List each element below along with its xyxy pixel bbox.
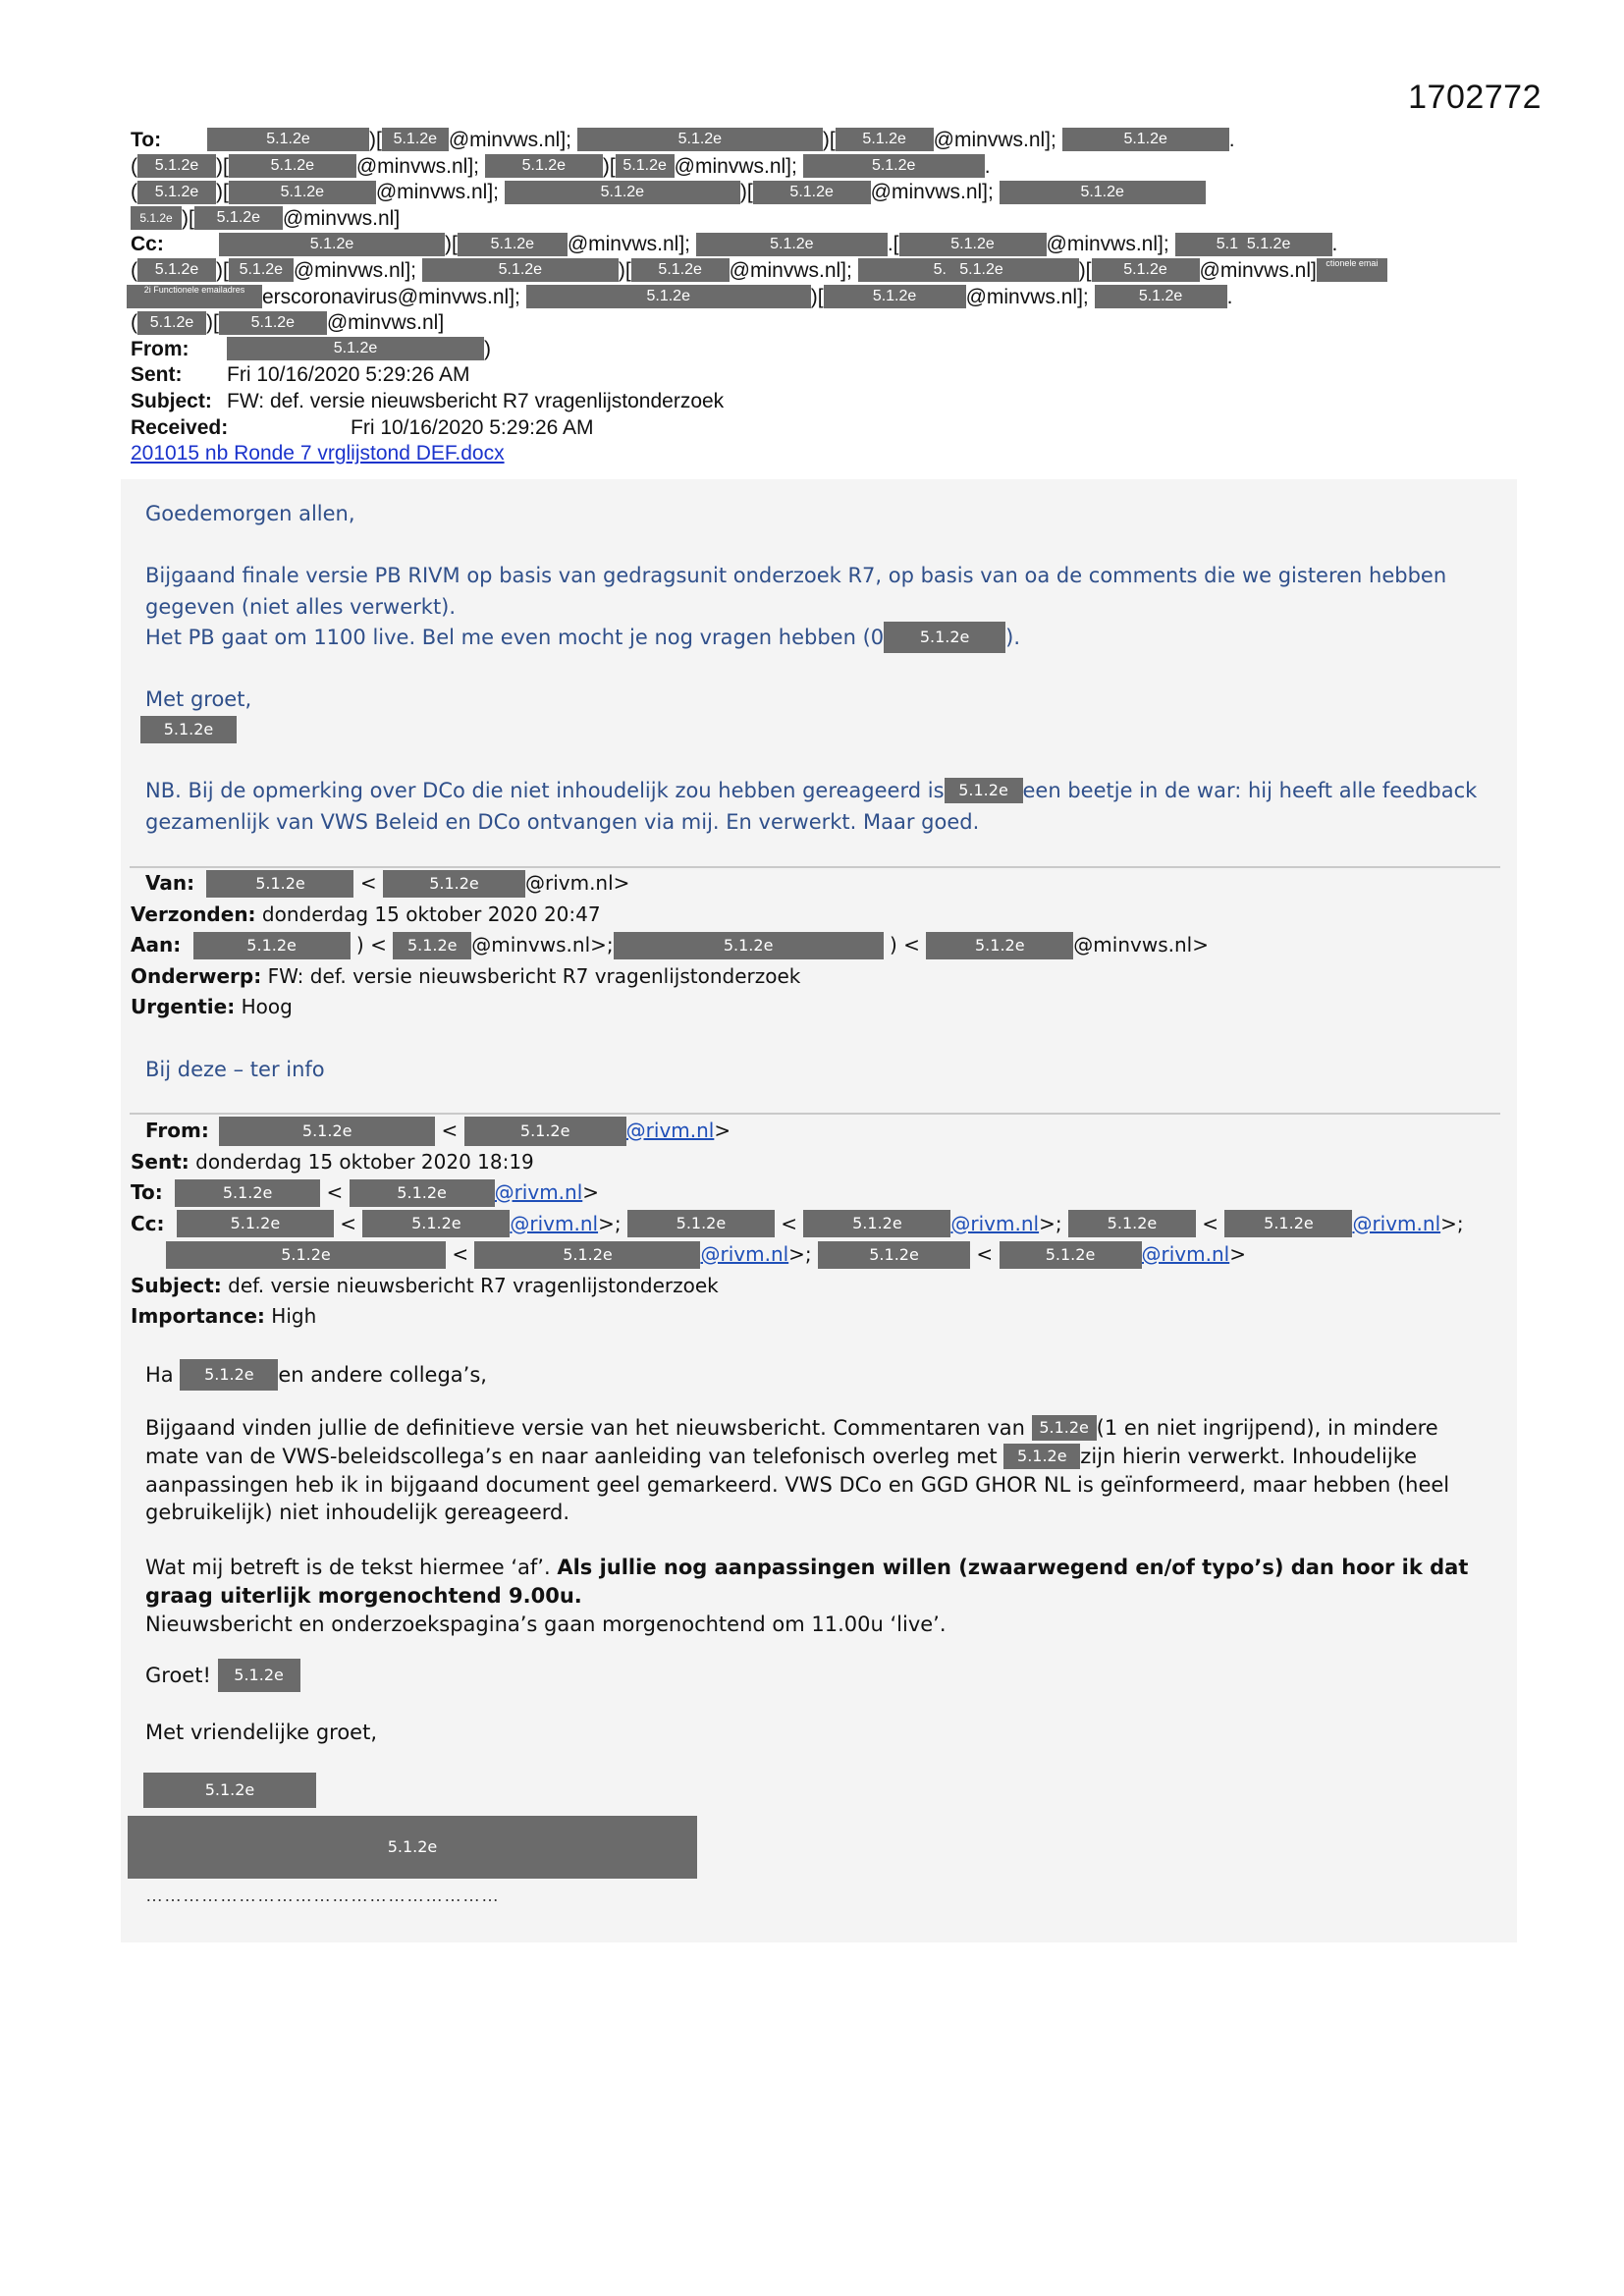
redaction: 5.1.2e <box>229 181 376 204</box>
email-link[interactable]: @rivm.nl <box>494 1180 583 1204</box>
urgentie-label: Urgentie: <box>131 995 236 1018</box>
redaction: 5.1.2e <box>818 1241 970 1269</box>
email-domain: @rivm.nl> <box>524 871 630 895</box>
email-domain: @minvws.nl]; <box>293 258 416 282</box>
redaction: 5.1.2e <box>1095 285 1227 308</box>
redaction: 5.1.2e <box>824 285 966 308</box>
redaction: 5.1.2e <box>696 233 888 256</box>
email-header <box>131 128 1505 467</box>
to-label-2: To: <box>131 1180 163 1204</box>
onderwerp-value: FW: def. versie nieuwsbericht R7 vragenlijstonderzoek <box>267 963 801 988</box>
attachment-link[interactable]: 201015 nb Ronde 7 vrglijstond DEF.docx <box>131 442 505 465</box>
redaction: 5.1.2e <box>614 932 884 959</box>
cc-line-1: Cc: 5.1.2e )[ 5.1.2e @minvws.nl]; 5.1.2e .[ 5.1.2e @minvws.nl]; 5.1 5.1.2e . <box>131 232 1505 258</box>
redaction: 5.1.2e <box>193 932 351 959</box>
redaction: 5.1.2e <box>616 154 675 178</box>
signature-redaction-1: 5.1.2e <box>140 717 1495 744</box>
redaction: 5.1.2e <box>175 1179 320 1207</box>
redaction: 5.1.2e <box>229 154 356 178</box>
to-label: To: <box>131 129 162 151</box>
redaction: 5.1.2e <box>137 181 216 204</box>
subject-line <box>131 389 1505 415</box>
email-domain: @minvws.nl>; <box>471 933 614 957</box>
forward-note: Bij deze – ter info <box>145 1058 325 1081</box>
email-domain: @minvws.nl]; <box>674 154 797 178</box>
redaction: 5.1.2e <box>485 154 603 178</box>
verzonden-value: donderdag 15 oktober 2020 20:47 <box>261 902 601 926</box>
verzonden-label: Verzonden: <box>131 902 256 926</box>
redaction: 5.1.2e <box>207 128 369 151</box>
forward-header-1: Van: 5.1.2e < 5.1.2e @rivm.nl> Verzonden: donderdag 15 oktober 2020 20:47 Aan: 5.1.2e ) < 5.1.2e @minvws.nl>; 5.1.2e ) < 5.1.2e @minvws.nl> Onderwerp: FW: def. versie nieuwsbericht R7 vragenlijstonderzoek Urgentie: Hoog <box>131 871 1209 1018</box>
email-domain: @minvws.nl] <box>282 206 401 230</box>
redaction: 5.1.2e <box>1000 181 1206 204</box>
email-link[interactable]: @rivm.nl <box>1141 1242 1230 1266</box>
redaction: 5.1.2e <box>383 870 525 898</box>
groet-line: Groet! 5.1.2e <box>145 1660 1500 1693</box>
signature-redaction-2: 5.1.2e <box>143 1774 1498 1809</box>
message-1-phone-line: Het PB gaat om 1100 live. Bel me even mocht je nog vragen hebben (0 5.1.2e ). <box>145 623 1500 654</box>
dotted-line: ………………………………………………… <box>145 1886 500 1905</box>
email-domain: @minvws.nl]; <box>355 154 479 178</box>
email-link[interactable]: @rivm.nl <box>700 1242 789 1266</box>
received-value: Fri 10/16/2020 5:29:26 AM <box>351 415 594 439</box>
email-domain: @minvws.nl]; <box>729 258 852 282</box>
redaction: 5.1.2e <box>945 778 1023 803</box>
van-label: Van: <box>145 871 195 895</box>
email-domain: @minvws.nl] <box>326 311 445 335</box>
forward-header-2: From: 5.1.2e < 5.1.2e @rivm.nl> Sent: donderdag 15 oktober 2020 18:19 To: 5.1.2e < 5.1.2e @rivm.nl> Cc: 5.1.2e < 5.1.2e @rivm.nl>; 5.1.2e < 5.1.2e @rivm.nl>; 5.1.2e < 5.1.2e @rivm.nl>; 5.1.2e < 5.1.2e @rivm.nl>; 5.1.2e < 5.1.2e @rivm.nl> Subject: def. versie nieuwsbericht R7 vragenlijstonderzoek Importance: High <box>131 1116 1525 1333</box>
redaction: 5.1.2e <box>218 1659 300 1692</box>
email-link[interactable]: @rivm.nl <box>625 1119 715 1142</box>
redaction: 5.1.2e <box>474 1241 700 1269</box>
received-label: Received: <box>131 415 229 439</box>
subject-label: Subject: <box>131 389 212 412</box>
redaction-functional: 2i Functionele emailadres <box>127 285 262 308</box>
importance-value: High <box>271 1304 317 1328</box>
from-label-2: From: <box>145 1119 209 1142</box>
redaction: 5.1.2e <box>137 154 216 178</box>
sent-value: Fri 10/16/2020 5:29:26 AM <box>227 363 470 387</box>
email-domain: @minvws.nl]; <box>1046 233 1169 256</box>
message-1-nb: NB. Bij de opmerking over DCo die niet inhoudelijk zou hebben gereageerd is 5.1.2e een beetje in de war: hij heeft alle feedback gezamenlijk van VWS Beleid en DCo ontvangen via mij. En verwerkt. Maar goed. <box>145 779 1478 834</box>
redaction: 5.1.2e <box>382 128 449 151</box>
importance-label: Importance: <box>131 1304 265 1328</box>
redaction-partial: 5. 5.1.2e <box>858 258 1079 282</box>
email-domain: @minvws.nl]; <box>933 129 1056 151</box>
message-1-closing: Met groet, <box>145 687 252 711</box>
redaction: 5.1.2e <box>1003 1444 1080 1469</box>
cc-line-4: ( 5.1.2e )[ 5.1.2e @minvws.nl] <box>131 311 445 335</box>
to-line-1: To: 5.1.2e )[ 5.1.2e @minvws.nl]; 5.1.2e )[ 5.1.2e @minvws.nl]; 5.1.2e . <box>131 128 1505 154</box>
to-line-2: ( 5.1.2e )[ 5.1.2e @minvws.nl]; 5.1.2e )[ 5.1.2e @minvws.nl]; 5.1.2e . <box>131 154 991 178</box>
email-domain: @minvws.nl] <box>1199 258 1317 282</box>
subject-value-2: def. versie nieuwsbericht R7 vragenlijstonderzoek <box>228 1273 719 1297</box>
redaction: 5.1.2e <box>194 206 283 230</box>
redaction: 5.1.2e <box>1224 1210 1352 1237</box>
message-2-paragraph-2: Wat mij betreft is de tekst hiermee ‘af’. Als jullie nog aanpassingen willen (zwaarwegend en/of typo’s) dan hoor ik dat graag uiterlijk morgenochtend 9.00u. Nieuwsbericht en onderzoekspagina’s gaan morgenochtend om 11.00u ‘live’. <box>145 1556 1469 1636</box>
redaction: 5.1.2e <box>137 258 216 282</box>
redaction: 5.1.2e <box>1068 1210 1196 1237</box>
email-link[interactable]: @rivm.nl <box>950 1211 1040 1235</box>
redaction: 5.1.2e <box>131 206 182 230</box>
redaction: 5.1.2e <box>753 181 871 204</box>
message-2-paragraph-1: Bijgaand vinden jullie de definitieve versie van het nieuwsbericht. Commentaren van 5.1.2e (1 en niet ingrijpend), in mindere mate van de VWS-beleidscollega’s en naar aanleiding van telefonisch overleg met 5.1.2e zijn hierin verwerkt. Inhoudelijke aanpassingen heb ik in bijgaand document geel gemarkeerd. VWS DCo en GGD GHOR NL is geïnformeerd, maar hebben (heel gebruikelijk) niet inhoudelijk gereageerd. <box>145 1416 1450 1525</box>
redaction: 5.1.2e <box>464 1117 626 1146</box>
from-label: From: <box>131 337 189 360</box>
redaction: 5.1.2e <box>219 1117 435 1146</box>
redaction-partial: 5.1 5.1.2e <box>1175 233 1332 256</box>
redaction: 5.1.2e <box>505 181 740 204</box>
redaction: 5.1.2e <box>219 311 327 335</box>
cc-line-2: ( 5.1.2e )[ 5.1.2e @minvws.nl]; 5.1.2e )[ 5.1.2e @minvws.nl]; 5. 5.1.2e )[ 5.1.2e @minvws.nl] ctionele emai <box>131 258 1505 285</box>
redaction: 5.1.2e <box>1000 1241 1142 1269</box>
redaction: 5.1.2e <box>884 622 1005 653</box>
redaction: 5.1.2e <box>1062 128 1229 151</box>
redaction: 5.1.2e <box>362 1210 510 1237</box>
redaction: 5.1.2e <box>177 1210 334 1237</box>
sent-line <box>131 362 1505 389</box>
received-line <box>131 415 1505 442</box>
redaction: 5.1.2e <box>180 1359 278 1391</box>
cc-line-3: 2i Functionele emailadres erscoronavirus@minvws.nl]; 5.1.2e )[ 5.1.2e @minvws.nl]; 5.1.2e . <box>131 285 1505 311</box>
redaction: 5.1.2e <box>836 128 934 151</box>
email-domain: @minvws.nl]; <box>965 285 1089 308</box>
greeting-2: Ha 5.1.2e en andere collega’s, <box>145 1360 1500 1392</box>
email-link[interactable]: @rivm.nl <box>1352 1211 1441 1235</box>
subject-value: FW: def. versie nieuwsbericht R7 vragenlijstonderzoek <box>227 389 725 412</box>
redaction: 5.1.2e <box>206 870 353 898</box>
separator-2 <box>130 1113 1500 1115</box>
redaction: 5.1.2e <box>137 311 206 335</box>
redaction: 5.1.2e <box>526 285 811 308</box>
email-domain: @minvws.nl]; <box>448 129 571 151</box>
redaction: 5.1.2e <box>393 932 471 959</box>
redaction: 5.1.2e <box>1092 258 1200 282</box>
sent-label-2: Sent: <box>131 1149 189 1174</box>
attachment-line <box>131 441 1505 467</box>
redaction: 5.1.2e <box>229 258 294 282</box>
from-line: From: 5.1.2e ) <box>131 337 1505 363</box>
redaction: 5.1.2e <box>422 258 619 282</box>
redaction-functional: ctionele emai <box>1317 258 1387 282</box>
to-line-4: 5.1.2e )[ 5.1.2e @minvws.nl] <box>131 206 1505 233</box>
urgentie-value: Hoog <box>241 995 293 1018</box>
email-domain: @minvws.nl]; <box>870 181 994 204</box>
redaction: 5.1.2e <box>899 233 1047 256</box>
redaction: 5.1.2e <box>219 233 445 256</box>
redaction: 5.1.2e <box>350 1179 495 1207</box>
email-domain: @minvws.nl> <box>1073 933 1209 957</box>
redaction: 5.1.2e <box>458 233 568 256</box>
greeting-1: Goedemorgen allen, <box>145 502 355 525</box>
redaction: 5.1.2e <box>926 932 1073 959</box>
aan-label: Aan: <box>131 933 182 957</box>
message-2-closing: Met vriendelijke groet, <box>145 1721 378 1744</box>
cc-label: Cc: <box>131 233 164 256</box>
sent-label: Sent: <box>131 363 183 387</box>
message-1-paragraph: Bijgaand finale versie PB RIVM op basis van gedragsunit onderzoek R7, op basis van oa de comments die we gisteren hebben gegeven (niet alles verwerkt). <box>145 564 1447 619</box>
redaction: 5.1.2e <box>803 1210 950 1237</box>
onderwerp-label: Onderwerp: <box>131 963 262 988</box>
redaction: 5.1.2e <box>577 128 823 151</box>
email-domain: @minvws.nl]; <box>375 181 499 204</box>
subject-label-2: Subject: <box>131 1273 222 1297</box>
redaction: 5.1.2e <box>166 1241 446 1269</box>
redaction: 5.1.2e <box>627 1210 775 1237</box>
email-link[interactable]: @rivm.nl <box>510 1211 599 1235</box>
email-domain: @minvws.nl]; <box>567 233 690 256</box>
signature-redaction-3: 5.1.2e <box>128 1817 1483 1880</box>
sent-value-2: donderdag 15 oktober 2020 18:19 <box>195 1149 534 1174</box>
redaction: 5.1.2e <box>631 258 730 282</box>
redaction: 5.1.2e <box>1032 1415 1097 1441</box>
redaction: 5.1.2e <box>803 154 985 178</box>
cc-label-2: Cc: <box>131 1211 165 1235</box>
redaction: 5.1.2e <box>227 337 484 360</box>
to-line-3: ( 5.1.2e )[ 5.1.2e @minvws.nl]; 5.1.2e )[ 5.1.2e @minvws.nl]; 5.1.2e <box>131 180 1505 206</box>
document-id: 1702772 <box>1408 79 1542 116</box>
email-domain: erscoronavirus@minvws.nl]; <box>262 285 520 308</box>
